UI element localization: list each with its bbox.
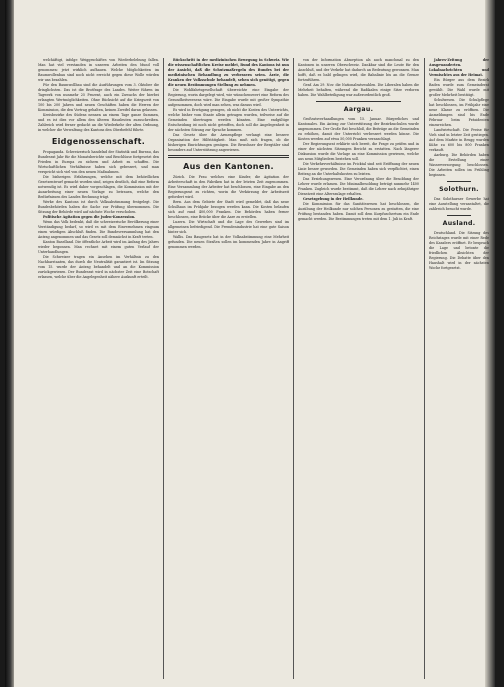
section-heading: Eidgenossenschaft.: [51, 137, 146, 146]
article-text: Kreisbezirke des Südens nennen an einem Tage ganze Summen, und es ist dies vor allem den älteren Hausleuten zuzuschreiben. Zahlreich wird ferner gedacht an die Wiederkehr der alten Ordnung, in welcher die Verwaltung des Kantons den Oberbefehl führte.: [38, 113, 159, 132]
article-text: Genf. Am 29. Nov. die Nationalratswahlen. Die Liberalen haben die Mehrheit behalten, während die Radikalen einige Sitze verloren haben. Die Wahlbeteiligung war außerordentlich groß.: [298, 83, 419, 97]
article-text: Zürich. Die Frau welches eine Kinder, die Agitation der Arbeiterschaft in den Fabriken hat in der letzten Zeit zugenommen. Eine Versammlung der Arbeiter hat beschlossen, eine Eingabe an den Regierungsrat zu richten, worin die Verkürzung der Arbeitszeit gefordert wird.: [168, 175, 289, 199]
section-heading: Solothurn.: [439, 186, 479, 193]
article-text: Das Solothurner Gewerbe hat eine Ausstellung veranstaltet, die zahlreich besucht wurde.: [429, 197, 489, 211]
section-divider: [447, 181, 471, 182]
section-divider: [168, 155, 289, 158]
section-divider: [316, 101, 401, 102]
article-text: Propaganda. Schweizerisch handelnd der Statistik und Bureau, das Bundesrat Jahr für die Monatsberichte und Beschlüsse fortgesetzt den Frieden in Europa zu sichern und Arbeit zu schaffen. Die Wirtschaftlichen Verhältnisse haben sich gebessert, und man verspricht sich viel von den neuen Maßnahmen.: [38, 150, 159, 174]
article-text: Aarburg. Die Behörden haben die Erstellung einer Wasserversorgung beschlossen. Die Arbeiten sollen im Frühling beginnen.: [429, 153, 489, 177]
newspaper-page: [5, 0, 495, 687]
article-text: Großratsverhandlungen vom 15. Januar. Bürgerliches und Kantonales. Ein Antrag zur Unterstützung der Bezirksschulen wurde angenommen. Der Große Rat beschloß, die Beiträge an die Gemeinden zu erhöhen, damit der Unterricht verbessert werden könne. Die Kosten werden auf etwa 50,000 Franken veranschlagt.: [298, 117, 419, 141]
article-text: Das Gesetz über die Armenpflege verlangt eine bessere Organisation der Hilfstätigkeit. Man muß sich fragen, ob die bisherigen Einrichtungen genügen. Die Bewohner der Bergtäler sind besonders auf Unterstützung angewiesen.: [168, 133, 289, 152]
article-text: von der Information Absorption als auch manchmal zu den Kantonen in unseren Oberschweiz. Dankbar sind die Leute für den Anschluß, und der Verkehr hat dadurch an Bedeutung gewonnen. Man hofft, daß es bald gelingen wird, die Bahnlinie bis an die Grenze fortzuführen.: [298, 58, 419, 82]
article-text: Landwirtschaft. Die Preise für Vieh sind in letzter Zeit gestiegen. Auf dem Markte in Brugg wurden Kühe zu 600 bis 800 Franken verkauft.: [429, 128, 489, 152]
article-text: Wallis. Das Baugesetz hat in der Volksabstimmung eine Mehrheit gefunden. Die neuen Straßen sollen im kommenden Jahre in Angriff genommen werden.: [168, 235, 289, 249]
article-text: welchäftigt, infolge Weiggeschäftes von Wiederbelebung fallen. Man hat viel verstanden in unseren Arbeiten den Mund voll genommen: jetzt wirklich aufhauen. Welche Möglichkeiten im Baumwollenbau sind noch nicht erreicht gegen diese Wolle würden wir uns bezahlen.: [38, 58, 159, 82]
article-headline: Politische Agitation gegen die Juden-Konzession.: [43, 215, 136, 219]
article-headline: Jahres-Zeitung der Ausgewanderten. Lokalnachrichten und Vermischtes aus der Heimat.: [429, 58, 489, 77]
article-text: Die Kommission für das Sanitätswesen hat beschlossen, die Ausübung der Heilkunde nur solchen Personen zu gestatten, die eine Prüfung bestanden haben. Damit soll dem Kurpfuschertum ein Ende gemacht werden. Die Bestimmungen treten mit dem 1. Juli in Kraft.: [298, 202, 419, 221]
article-headline: Gesetzgebung in der Heilkunde.: [303, 197, 364, 201]
column-4: [429, 58, 489, 681]
column-rule: [424, 58, 425, 679]
article-text: Die Schweizer tragen ein Ansehen im Verhältnis zu den Nachbarstaaten, das durch die Neutralität garantiert ist. Im Sitzung vom 15. wurde der Antrag behandelt und an die Kommission zurückgewiesen. Der Bundesrat wird in nächster Zeit eine Botschaft erlassen, welche über die Angelegenheit nähere Auskunft erteilt.: [38, 255, 159, 279]
section-divider: [447, 215, 471, 216]
article-text: Ein Bürger aus dem Bezirk Baden wurde zum Gemeinderat gewählt. Die Wahl wurde mit großer Mehrheit bestätigt.: [429, 78, 489, 97]
column-rule: [163, 58, 164, 679]
article-text: Schulwesen. Die Schulpflege hat beschlossen, im Frühjahr eine neue Klasse zu eröffnen. Die Anmeldungen sind bis Ende Februar beim Präsidenten einzureichen.: [429, 98, 489, 127]
article-text: Die Wohlfahrtsgesellschaft überreichte eine Eingabe der Regierung, worin dargelegt wird, wie wünschenswert eine Reform des Gesundheitswesens wäre. Die Eingabe wurde mit großer Sympathie aufgenommen, doch wird man sehen, was daraus wird.: [168, 88, 289, 107]
article-text: Werke des Kantons ist durch Volksabstimmung festgelegt. Die Bundesbehörden haben die Sache zur Prüfung übernommen. Die Sitzung der Behörde wird auf nächste Woche verschoben.: [38, 200, 159, 214]
column-rule: [293, 58, 294, 679]
article-text: Die Verkehrsverhältnisse im Fricktal sind seit Eröffnung der neuen Linie besser geworden. Die Gemeinden haben sich verpflichtet, einen Beitrag an die Unterhaltskosten zu leisten.: [298, 162, 419, 176]
page-binding-shadow: [5, 0, 14, 687]
article-text: Es wird in Erwägung gezogen, ob nicht die Kosten des Unterrichts, welche bisher vom Staate allein getragen wurden, teilweise auf die Gemeinden übertragen werden könnten. Eine endgültige Entscheidung ist noch nicht getroffen, doch soll die Angelegenheit in der nächsten Sitzung zur Sprache kommen.: [168, 108, 289, 132]
column-2: [168, 58, 289, 681]
section-heading: Aus den Kantonen.: [183, 162, 274, 171]
article-text: Der Regierungsrat erklärte sich bereit, die Frage zu prüfen und in einer der nächsten Sitzungen Bericht zu erstatten. Nach längerer Diskussion wurde die Vorlage an eine Kommission gewiesen, welche aus neun Mitgliedern bestehen soll.: [298, 142, 419, 161]
article-text: Die bisherigen Erfahrungen, welche mit dem behördlichen Gesetzentwurf gemacht worden sind, zeigen deutlich, daß eine Reform notwendig ist. Es wird daher vorgeschlagen, die Kommission mit der Ausarbeitung einer neuen Vorlage zu betrauen, welche den Bedürfnissen des Landes Rechnung trägt.: [38, 175, 159, 199]
article-text: Kanton Baselland. Die öffentliche Arbeit wird im Anfang des Jahres wieder begonnen. Man rechnet mit einem guten Verlauf der Unterhandlungen.: [38, 240, 159, 254]
article-text: Deutschland. Die Sitzung des Reichstages wurde mit einer Rede des Kanzlers eröffnet. Er besprach die Lage und betonte die friedlichen Absichten der Regierung. Die Debatte über den Haushalt wird in der nächsten Woche fortgesetzt.: [429, 231, 489, 270]
column-3: [298, 58, 419, 681]
article-text: Für den Baumwollbau sind die Ausführungen vom 3. Oktober die dringlichsten. Das ist die Brotfrage des Landes. Weiter führen im Tagwerk von nunmehr 25 Prozent, auch ein Zuwachs der hierbei erlangten Wertmöglichkeiten. Ohne Rücksicht auf die Kriegszeit von 100 bis 200 Jahren und neuen Geschäften haben die Herren der Kommission, die den Vortrag gehalten, keinen Zweifel daran gelassen.: [38, 83, 159, 112]
article-text: Bern. Aus dem Gebiete der Stadt wird gemeldet, daß das neue Schulhaus im Frühjahr bezogen werden kann. Die Kosten belaufen sich auf rund 400,000 Franken. Die Behörden haben ferner beschlossen, eine Brücke über die Aare zu erstellen.: [168, 200, 289, 219]
section-heading: Aargau.: [343, 106, 374, 113]
column-1: [38, 58, 159, 681]
article-text: Wenn das Volk bedenkt, daß die schweizerische Bevölkerung einer Verständigung bedarf, so wird es mit dem Einvernehmen ringsum einen würdigen Abschluß finden. Die Bundesversammlung hat den Antrag angenommen und das Gesetz soll demnächst in Kraft treten.: [38, 220, 159, 239]
article-text: Das Erziehungswesen. Eine Verordnung über die Besoldung der Lehrer wurde erlassen. Die Minimalbesoldung beträgt nunmehr 1400 Franken. Zugleich wurde bestimmt, daß die Lehrer nach zehnjähriger Dienstzeit eine Alterszulage erhalten.: [298, 177, 419, 196]
section-heading: Ausland.: [442, 220, 476, 227]
article-text: Luzern. Die Wirtschaft und die Lage des Gewerbes sind im allgemeinen befriedigend. Die Fremdenindustrie hat eine gute Saison hinter sich.: [168, 220, 289, 234]
article-headline: Rückschritt in der medizinischen Bewegung in Schweiz. Wie die wissenschaftlichen Kreise meldet, Bund des Kantons ist nun der Ansicht, daß die Schutzmaßregeln des Bundes bei der medizinischen Behandlung zu verbessern seien. Ärzte, die Kranken der Volksschule behandelt, sehen sich genötigt, gegen die neuen Bestimmungen Stellung zu nehmen.: [168, 58, 289, 87]
